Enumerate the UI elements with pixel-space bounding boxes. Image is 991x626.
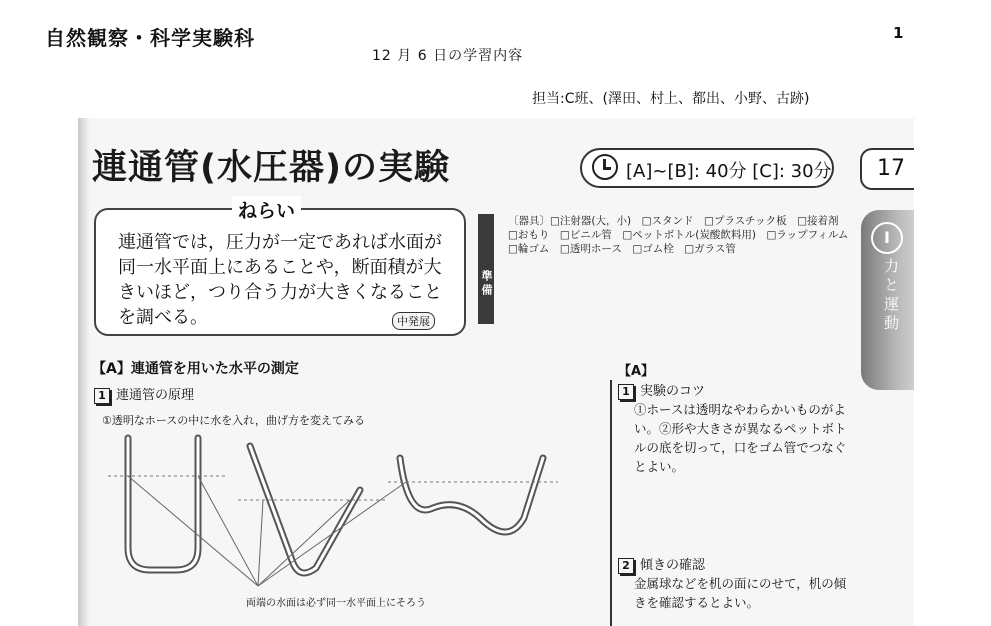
step-text: ①透明なホースの中に水を入れ，曲げ方を変えてみる bbox=[102, 414, 365, 427]
note-label: 傾きの確認 bbox=[640, 558, 706, 573]
note-tilt-heading bbox=[618, 554, 705, 574]
subsection-principle bbox=[94, 384, 194, 404]
prep-label: 準備 bbox=[478, 214, 494, 324]
column-rule bbox=[610, 380, 612, 626]
time-badge bbox=[580, 148, 834, 188]
aim-box bbox=[94, 200, 466, 336]
experiment-title: 連通管(水圧器)の実験 bbox=[92, 148, 450, 188]
v-shaped-hose bbox=[250, 446, 360, 573]
u-shaped-hose bbox=[128, 438, 198, 570]
session-date: 12 月 6 日の学習内容 bbox=[372, 48, 524, 64]
staff-line: 担当:C班、(澤田、村上、都出、小野、古跡) bbox=[532, 91, 810, 107]
note-label: 実験のコツ bbox=[640, 384, 706, 399]
section-a-heading: 【A】連通管を用いた水平の測定 bbox=[92, 361, 299, 377]
note-number: 2 bbox=[618, 558, 634, 574]
aim-heading: ねらい bbox=[232, 196, 301, 223]
hose-illustration bbox=[88, 428, 608, 598]
prep-items: 〔器具〕□注射器(大，小) □スタンド □プラスチック板 □接着剤 □おもり □ビニル管 □ペットボトル(炭酸飲料用) □ラップフィルム □輪ゴム □透明ホース □ゴム栓 □ガラス管 bbox=[508, 215, 859, 255]
tab-text: 力と運動 bbox=[882, 258, 900, 334]
scanned-textbook-page bbox=[78, 118, 914, 626]
level-guide-lines bbox=[108, 476, 558, 500]
note-section-heading: 【A】 bbox=[618, 364, 655, 379]
subsection-number: 1 bbox=[94, 388, 110, 404]
time-text: [A]~[B]: 40分 [C]: 30分 bbox=[626, 161, 832, 182]
level-badge: 中発展 bbox=[392, 312, 435, 330]
subject-title: 自然観察・科学実験科 bbox=[45, 26, 255, 50]
chapter-number: 17 bbox=[860, 148, 914, 190]
subsection-label: 連通管の原理 bbox=[116, 388, 195, 403]
aim-text: 連通管では，圧力が一定であれば水面が同一水平面上にあることや，断面積が大きいほど，つり合う力が大きくなることを調べる。 bbox=[118, 232, 442, 328]
note-tilt-text: 金属球などを机の面にのせて，机の傾きを確認するとよい。 bbox=[634, 576, 847, 610]
side-tab bbox=[861, 210, 914, 390]
tab-numeral: I bbox=[871, 222, 903, 254]
illustration-caption: 両端の水面は必ず同一水平面上にそろう bbox=[246, 598, 426, 609]
page-number: 1 bbox=[893, 24, 904, 42]
note-tips-text: ①ホースは透明なやわらかいものがよい。②形や大きさが異なるペットボトルの底を切って，口をゴム管でつなぐとよい。 bbox=[634, 402, 847, 474]
note-number: 1 bbox=[618, 384, 634, 400]
note-tips-heading bbox=[618, 380, 705, 400]
clock-icon bbox=[592, 154, 618, 180]
